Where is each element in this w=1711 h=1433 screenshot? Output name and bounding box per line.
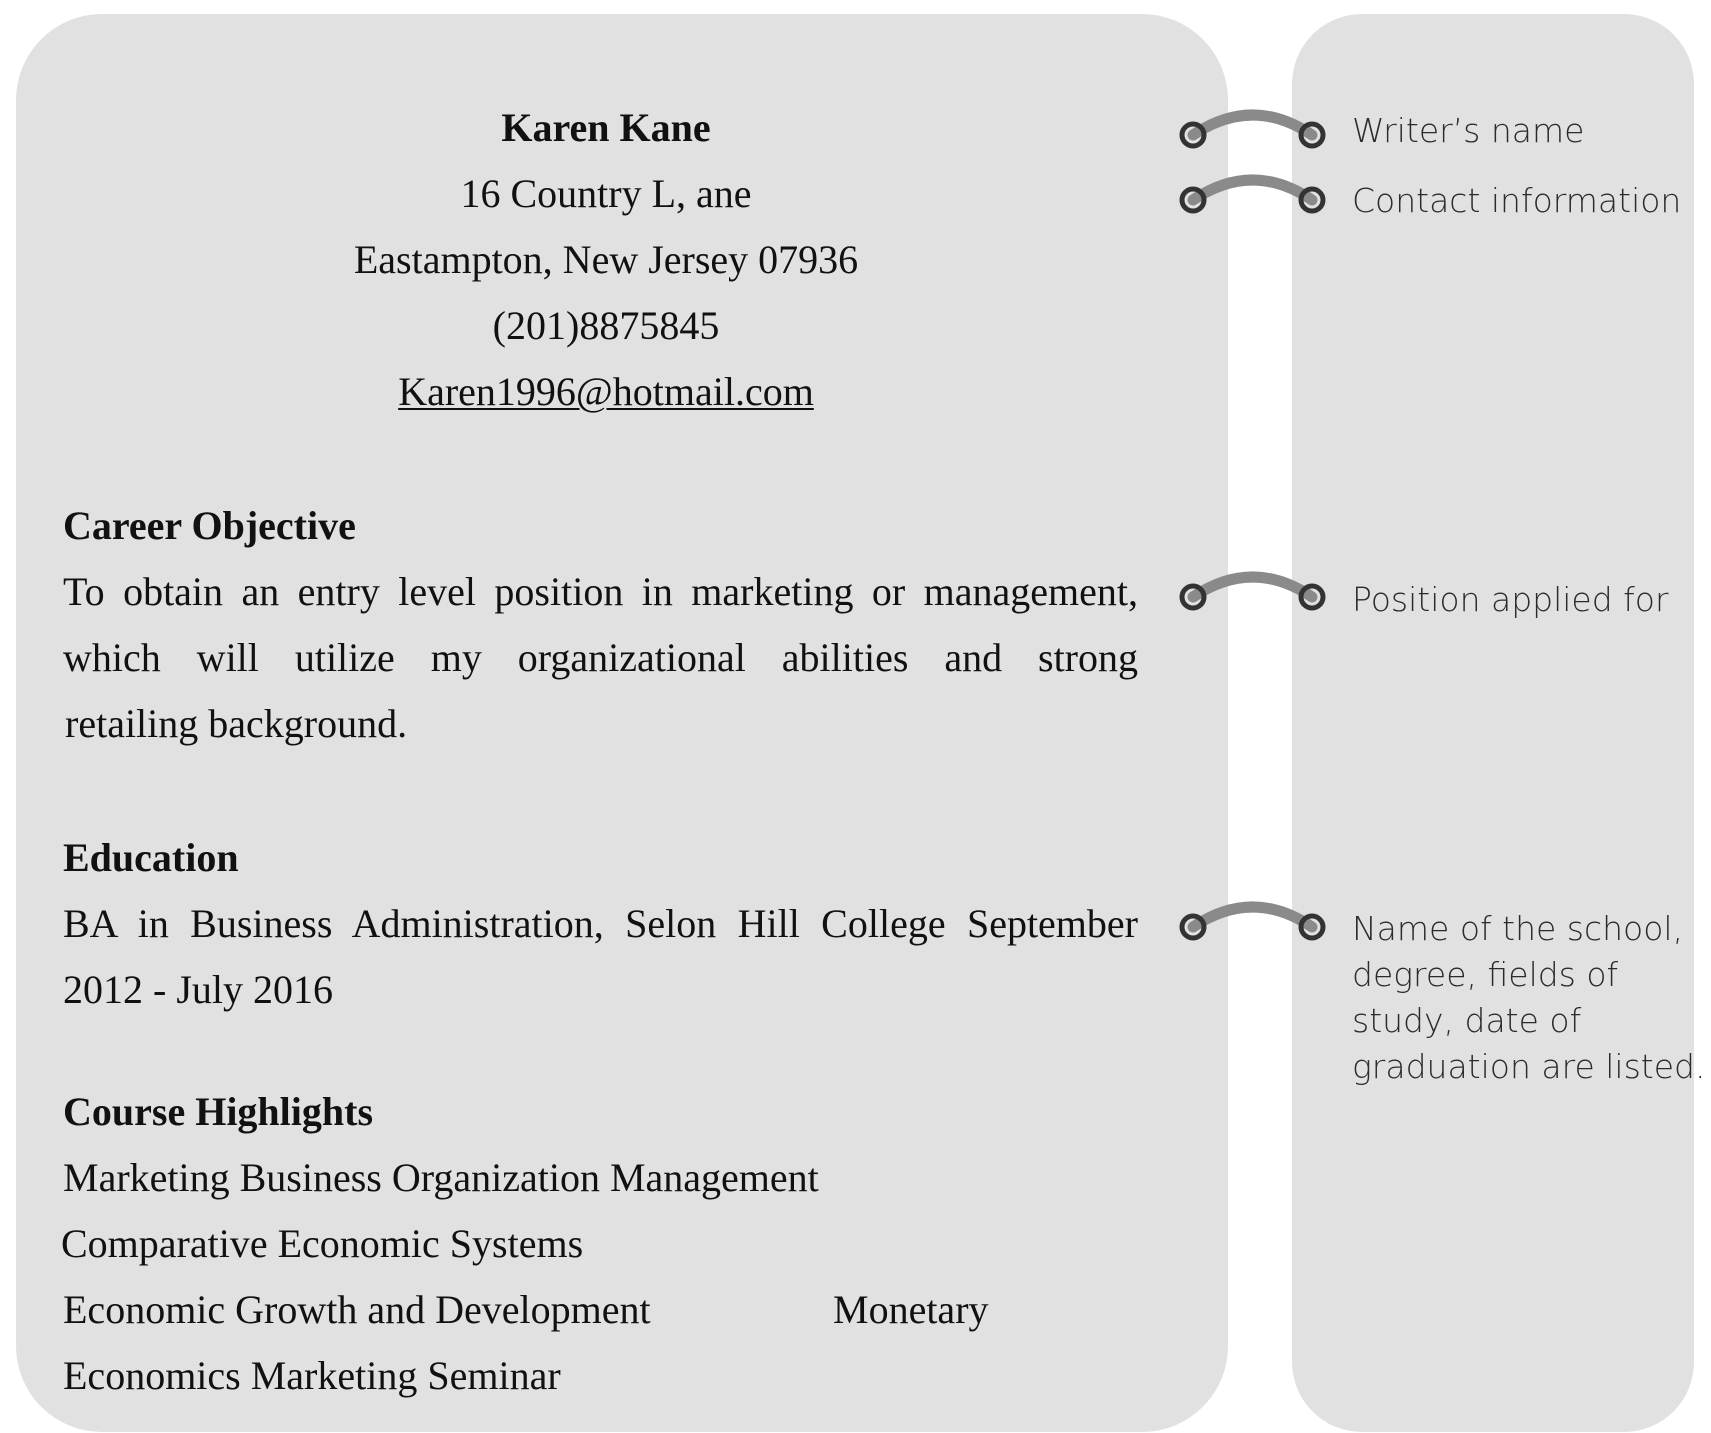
- education-line: BA in Business Administration, Selon Hill College September: [63, 901, 1138, 946]
- address-line-2: Eastampton, New Jersey 07936: [353, 237, 859, 282]
- course-highlight-line: Marketing Business Organization Management: [63, 1155, 819, 1200]
- annotation-education-line: degree, fields of: [1352, 955, 1619, 994]
- annotation-education: [1352, 906, 1705, 1090]
- course-highlights-heading: Course Highlights: [63, 1089, 374, 1134]
- connector-position-applied-for: [1182, 577, 1323, 608]
- connector-education: [1182, 907, 1323, 938]
- connector-writers-name: [1182, 115, 1323, 146]
- writer-name: Karen Kane: [501, 105, 711, 150]
- education-heading: Education: [63, 835, 239, 880]
- education-line: 2012 - July 2016: [63, 967, 333, 1012]
- annotation-position-applied-for: Position applied for: [1352, 580, 1669, 619]
- course-highlight-line: Economics Marketing Seminar: [63, 1353, 561, 1398]
- career-objective-line: which will utilize my organizational abilities and strong: [63, 635, 1138, 680]
- annotation-education-line: graduation are listed.: [1352, 1047, 1706, 1086]
- career-objective-line: To obtain an entry level position in marketing or management,: [63, 569, 1138, 614]
- annotation-education-line: Name of the school,: [1352, 909, 1684, 948]
- annotation-writers-name: Writer’s name: [1352, 111, 1585, 150]
- connector-contact-information: [1182, 180, 1323, 211]
- annotation-contact-information: Contact information: [1352, 181, 1682, 220]
- career-objective-line: retailing background.: [65, 701, 408, 746]
- course-highlight-line: Economic Growth and Development: [63, 1287, 651, 1332]
- course-highlight-line: Monetary: [833, 1287, 989, 1332]
- course-highlight-line: Comparative Economic Systems: [61, 1221, 584, 1266]
- phone-number: (201)8875845: [492, 303, 720, 348]
- email-link[interactable]: Karen1996@hotmail.com: [398, 369, 814, 414]
- annotation-education-line: study, date of: [1352, 1001, 1582, 1040]
- address-line-1: 16 Country L, ane: [460, 171, 752, 216]
- career-objective-heading: Career Objective: [63, 503, 356, 548]
